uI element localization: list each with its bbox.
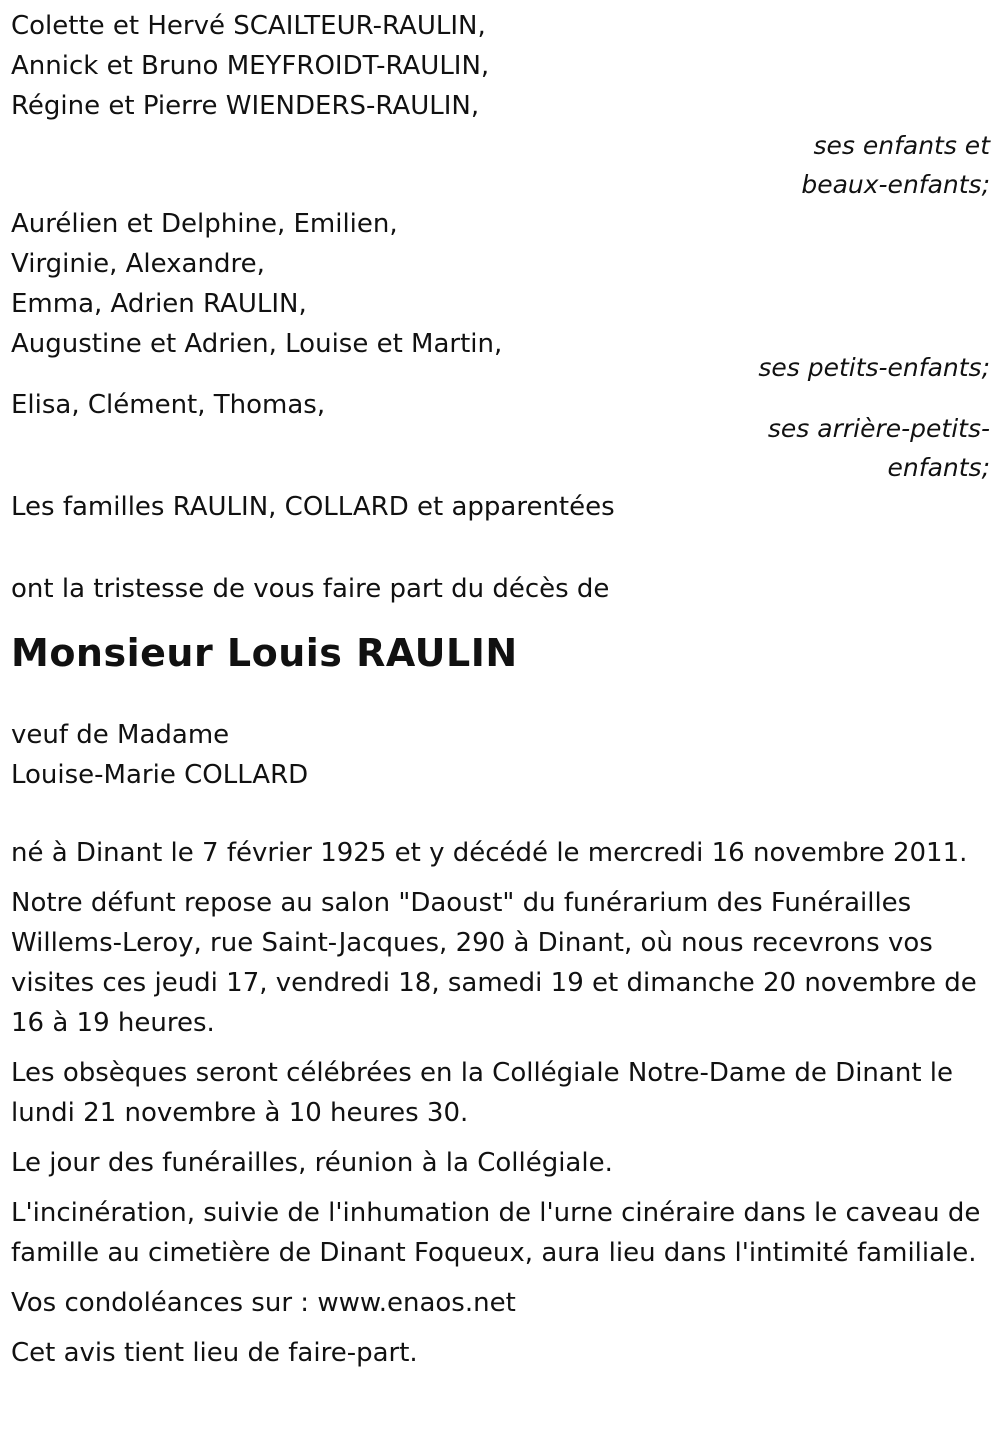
gathering-text: Le jour des funérailles, réunion à la Collégiale. [11, 1148, 613, 1178]
families-line: Les familles RAULIN, COLLARD et apparentées [11, 492, 615, 522]
children-role: beaux-enfants; [801, 170, 990, 199]
grandchildren-line: Augustine et Adrien, Louise et Martin, [11, 329, 503, 359]
grandchildren-line: Aurélien et Delphine, Emilien, [11, 209, 398, 239]
announcement-line: ont la tristesse de vous faire part du décès de [11, 574, 610, 604]
children-block [11, 6, 991, 204]
grandchildren-role: ses petits-enfants; [758, 353, 990, 382]
condolences-text: Vos condoléances sur : www.enaos.net [11, 1288, 516, 1318]
great-grandchildren-block [11, 385, 991, 487]
birth-death-text: né à Dinant le 7 février 1925 et y décédé le mercredi 16 novembre 2011. [11, 838, 968, 868]
cremation-text: L'incinération, suivie de l'inhumation de l'urne cinéraire dans le caveau de famille au cimetière de Dinant Foqueux, aura lieu dans l'intimité familiale. [11, 1198, 981, 1268]
grandchildren-line: Emma, Adrien RAULIN, [11, 289, 307, 319]
widower-block [11, 715, 991, 795]
visitation-text: Notre défunt repose au salon "Daoust" du funérarium des Funérailles Willems-Leroy, rue Saint-Jacques, 290 à Dinant, où nous recevrons vos visites ces jeudi 17, vendredi 18, samedi 19 et dimanche 20 novembre de 16 à 19 heures. [11, 888, 977, 1038]
notice-text: Cet avis tient lieu de faire-part. [11, 1338, 418, 1368]
great-grandchildren-line: Elisa, Clément, Thomas, [11, 390, 326, 420]
great-grandchildren-role: ses arrière-petits- [767, 414, 990, 443]
children-line: Colette et Hervé SCAILTEUR-RAULIN, [11, 11, 486, 41]
obituary-notice [11, 6, 991, 1383]
children-line: Régine et Pierre WIENDERS-RAULIN, [11, 91, 480, 121]
grandchildren-line: Virginie, Alexandre, [11, 249, 265, 279]
funeral-text: Les obsèques seront célébrées en la Collégiale Notre-Dame de Dinant le lundi 21 novembre à 10 heures 30. [11, 1058, 953, 1128]
deceased-name: Monsieur Louis RAULIN [11, 631, 518, 675]
great-grandchildren-role: enfants; [887, 453, 990, 482]
widower-line: veuf de Madame [11, 720, 230, 750]
grandchildren-block [11, 204, 991, 387]
widower-line: Louise-Marie COLLARD [11, 760, 309, 790]
children-line: Annick et Bruno MEYFROIDT-RAULIN, [11, 51, 490, 81]
children-role: ses enfants et [813, 131, 990, 160]
